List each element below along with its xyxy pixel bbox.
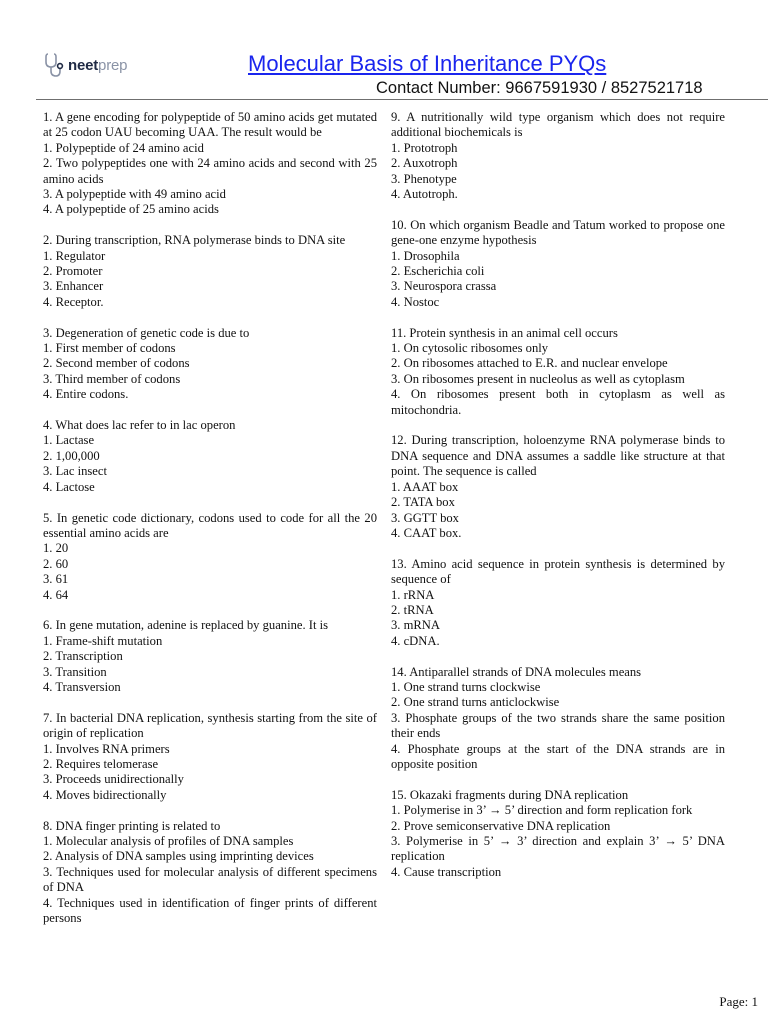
- header-divider: [36, 99, 768, 100]
- question-7: [43, 711, 377, 803]
- option: 2. One strand turns anticlockwise: [391, 695, 560, 710]
- question-stem: 10. On which organism Beadle and Tatum worked to propose one gene-one enzyme hypothesis: [391, 217, 725, 248]
- question-13: [391, 557, 725, 649]
- question-11: [391, 326, 725, 418]
- option: 3. mRNA: [391, 618, 440, 633]
- option: 2. Two polypeptides one with 24 amino acids and second with 25 amino acids: [43, 156, 377, 186]
- question-stem: 3. Degeneration of genetic code is due to: [43, 325, 250, 340]
- question-stem: 6. In gene mutation, adenine is replaced by guanine. It is: [43, 618, 329, 633]
- option: 4. Techniques used in identification of finger prints of different persons: [43, 895, 377, 926]
- option: 1. Prototroph: [391, 140, 458, 155]
- question-10: [391, 218, 725, 310]
- question-6: [43, 618, 377, 695]
- option: 2. Requires telomerase: [43, 756, 159, 771]
- option: 2. Analysis of DNA samples using imprinting devices: [43, 849, 314, 864]
- option: 2. 1,00,000: [43, 448, 100, 463]
- question-1: [43, 110, 377, 218]
- option: 4. Phosphate groups at the start of the DNA strands are in opposite position: [391, 741, 725, 771]
- option: 1. First member of codons: [43, 341, 176, 356]
- option: 2. On ribosomes attached to E.R. and nuclear envelope: [391, 356, 668, 371]
- question-9: [391, 110, 725, 202]
- option: 1. Molecular analysis of profiles of DNA samples: [43, 833, 294, 848]
- question-stem: 11. Protein synthesis in an animal cell occurs: [391, 325, 618, 340]
- option: 3. On ribosomes present in nucleolus as well as cytoplasm: [391, 371, 685, 386]
- logo-prep: prep: [98, 56, 128, 74]
- left-column: [43, 110, 377, 942]
- question-3: [43, 326, 377, 403]
- option: 2. Promoter: [43, 264, 103, 279]
- question-stem: 8. DNA finger printing is related to: [43, 818, 221, 833]
- option: 4. Receptor.: [43, 294, 104, 309]
- question-stem: 4. What does lac refer to in lac operon: [43, 418, 236, 433]
- question-8: [43, 819, 377, 927]
- option: 3. Enhancer: [43, 279, 104, 294]
- option: 2. TATA box: [391, 495, 455, 510]
- option: 3. Lac insect: [43, 464, 107, 479]
- option: 4. On ribosomes present both in cytoplasm as well as mitochondria.: [391, 387, 725, 417]
- right-column: [391, 110, 725, 896]
- option: 1. Polymerise in 3’ → 5’ direction and form replication fork: [391, 803, 693, 818]
- question-14: [391, 665, 725, 773]
- option: 3. 61: [43, 572, 69, 587]
- question-12: [391, 433, 725, 541]
- neetprep-logo: [44, 51, 127, 79]
- question-stem: 1. A gene encoding for polypeptide of 50 amino acids get mutated at 25 codon UAU becoming UAA. The result would be: [43, 110, 377, 140]
- option: 1. On cytosolic ribosomes only: [391, 341, 549, 356]
- page-title[interactable]: Molecular Basis of Inheritance PYQs: [248, 51, 607, 76]
- option: 3. A polypeptide with 49 amino acid: [43, 187, 226, 202]
- option: 4. Autotroph.: [391, 187, 458, 202]
- contact-number: Contact Number: 9667591930 / 8527521718: [376, 79, 703, 97]
- question-stem: 5. In genetic code dictionary, codons used to code for all the 20 essential amino acids are: [43, 510, 377, 540]
- option: 4. CAAT box.: [391, 525, 462, 540]
- question-stem: 13. Amino acid sequence in protein synthesis is determined by sequence of: [391, 556, 725, 587]
- option: 2. Escherichia coli: [391, 264, 485, 279]
- option: 1. Frame-shift mutation: [43, 633, 163, 648]
- option: 3. Techniques used for molecular analysis of different specimens of DNA: [43, 864, 377, 895]
- option: 3. Transition: [43, 664, 107, 679]
- option: 3. GGTT box: [391, 510, 459, 525]
- question-stem: 12. During transcription, holoenzyme RNA polymerase binds to DNA sequence and DNA assumes a saddle like structure at that point. The sequence is called: [391, 433, 725, 479]
- option: 2. Prove semiconservative DNA replication: [391, 818, 611, 833]
- option: 4. Cause transcription: [391, 864, 502, 879]
- question-4: [43, 418, 377, 495]
- option: 2. Auxotroph: [391, 156, 458, 171]
- option: 4. cDNA.: [391, 633, 440, 648]
- option: 1. Regulator: [43, 248, 106, 263]
- option: 1. Lactase: [43, 433, 95, 448]
- question-stem: 14. Antiparallel strands of DNA molecules means: [391, 664, 642, 679]
- option: 3. Third member of codons: [43, 371, 181, 386]
- logo-wordmark: [68, 57, 127, 74]
- option: 1. AAAT box: [391, 479, 459, 494]
- option: 3. Phosphate groups of the two strands share the same position their ends: [391, 710, 725, 741]
- option: 2. 60: [43, 556, 69, 571]
- option: 2. Transcription: [43, 649, 123, 664]
- stethoscope-icon: [44, 51, 66, 79]
- question-5: [43, 511, 377, 603]
- option: 4. Nostoc: [391, 294, 440, 309]
- option: 1. Drosophila: [391, 248, 460, 263]
- page-number: Page: 1: [719, 994, 758, 1009]
- question-15: [391, 788, 725, 880]
- question-2: [43, 233, 377, 310]
- option: 1. Polypeptide of 24 amino acid: [43, 140, 204, 155]
- option: 1. rRNA: [391, 587, 435, 602]
- option: 2. Second member of codons: [43, 356, 190, 371]
- option: 4. A polypeptide of 25 amino acids: [43, 202, 219, 217]
- logo-neet: neet: [68, 56, 99, 74]
- option: 4. Transversion: [43, 679, 121, 694]
- option: 4. Lactose: [43, 479, 95, 494]
- question-stem: 9. A nutritionally wild type organism which does not require additional biochemicals is: [391, 110, 725, 140]
- option: 1. One strand turns clockwise: [391, 679, 541, 694]
- question-stem: 2. During transcription, RNA polymerase binds to DNA site: [43, 233, 346, 248]
- option: 4. Entire codons.: [43, 387, 129, 402]
- option: 4. Moves bidirectionally: [43, 787, 167, 802]
- option: 4. 64: [43, 587, 69, 602]
- option: 3. Phenotype: [391, 171, 457, 186]
- option: 3. Polymerise in 5’ → 3’ direction and explain 3’ → 5’ DNA replication: [391, 834, 725, 864]
- option: 2. tRNA: [391, 602, 434, 617]
- option: 3. Neurospora crassa: [391, 279, 497, 294]
- option: 1. 20: [43, 541, 69, 556]
- question-stem: 7. In bacterial DNA replication, synthesis starting from the site of origin of replication: [43, 710, 377, 741]
- option: 1. Involves RNA primers: [43, 741, 170, 756]
- question-stem: 15. Okazaki fragments during DNA replication: [391, 787, 629, 802]
- option: 3. Proceeds unidirectionally: [43, 772, 184, 787]
